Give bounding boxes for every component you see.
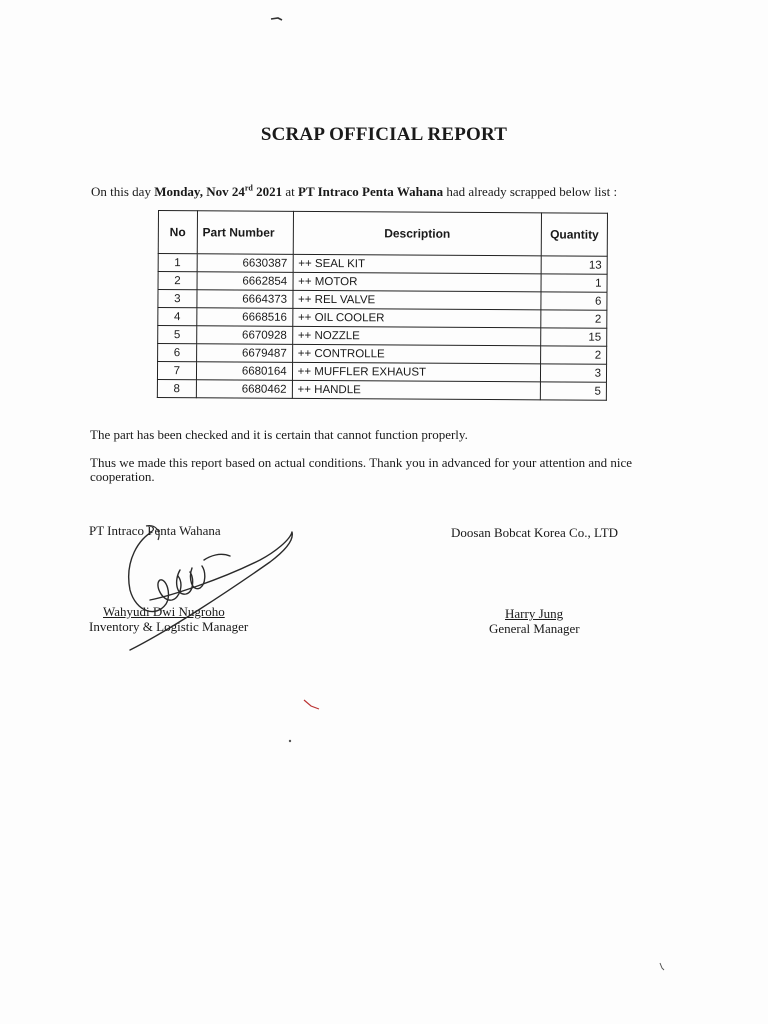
cell-quantity: 6 — [541, 292, 607, 310]
cell-part-number: 6670928 — [196, 326, 292, 345]
cell-no: 5 — [158, 326, 197, 344]
checked-statement: The part has been checked and it is certain that cannot function properly. — [90, 427, 468, 442]
cell-part-number: 6668516 — [196, 308, 292, 327]
header-quantity: Quantity — [541, 213, 607, 256]
cell-no: 3 — [158, 290, 197, 308]
cell-part-number: 6662854 — [197, 272, 293, 291]
cell-part-number: 6680164 — [196, 362, 292, 381]
cell-part-number: 6679487 — [196, 344, 292, 363]
intro-company: PT Intraco Penta Wahana — [298, 184, 444, 199]
intro-date-year: 2021 — [252, 184, 283, 199]
intro-sentence — [91, 184, 617, 200]
scan-speck — [658, 962, 666, 972]
right-signatory-name: Harry Jung — [505, 606, 564, 621]
cell-no: 8 — [157, 379, 196, 397]
thanks-statement: Thus we made this report based on actual conditions. Thank you in advanced for your attention and nice cooperation. — [90, 455, 632, 484]
cell-description: ++ SEAL KIT — [293, 254, 542, 274]
cell-part-number: 6630387 — [197, 254, 293, 273]
right-signatory-company: Doosan Bobcat Korea Co., LTD — [451, 525, 619, 540]
cell-part-number: 6664373 — [197, 290, 293, 309]
cell-quantity: 1 — [541, 274, 607, 292]
cell-no: 2 — [158, 272, 197, 290]
cell-no: 1 — [158, 254, 197, 272]
cell-quantity: 2 — [541, 346, 607, 364]
signature-stroke — [129, 532, 293, 650]
header-description: Description — [293, 211, 542, 256]
scan-speck-red — [303, 698, 321, 712]
cell-description: ++ NOZZLE — [292, 326, 541, 346]
cell-description: ++ OIL COOLER — [292, 308, 541, 328]
cell-quantity: 2 — [541, 310, 607, 328]
scan-speck — [287, 738, 293, 744]
cell-description: ++ MOTOR — [293, 272, 542, 292]
cell-quantity: 13 — [541, 256, 607, 274]
cell-no: 6 — [158, 344, 197, 362]
left-signatory-title: Inventory & Logistic Manager — [89, 619, 249, 634]
cell-description: ++ HANDLE — [292, 380, 541, 400]
cell-no: 7 — [157, 362, 196, 380]
intro-middle: at — [282, 184, 298, 199]
scan-speck — [270, 15, 284, 23]
intro-date-main: Monday, Nov 24 — [154, 184, 245, 199]
cell-quantity: 3 — [541, 364, 607, 382]
cell-quantity: 15 — [541, 328, 607, 346]
left-signatory-company: PT Intraco Penta Wahana — [89, 523, 221, 538]
intro-date-suffix: rd — [244, 183, 253, 193]
intro-prefix: On this day — [91, 184, 155, 199]
header-part-number: Part Number — [197, 211, 293, 255]
signature-loop — [146, 526, 159, 540]
cell-description: ++ REL VALVE — [293, 290, 542, 310]
scrap-parts-table — [157, 210, 608, 401]
right-signatory-title: General Manager — [489, 621, 580, 636]
table-row — [157, 379, 606, 400]
cell-part-number: 6680462 — [196, 380, 292, 399]
intro-suffix: had already scrapped below list : — [443, 184, 618, 199]
cell-description: ++ MUFFLER EXHAUST — [292, 362, 541, 382]
header-no: No — [158, 211, 197, 254]
table-header-row — [158, 211, 607, 257]
intro-date — [154, 184, 282, 199]
cell-quantity: 5 — [541, 382, 607, 400]
cell-no: 4 — [158, 308, 197, 326]
handwritten-signature — [110, 520, 310, 660]
report-title: SCRAP OFFICIAL REPORT — [260, 124, 508, 145]
cell-description: ++ CONTROLLE — [292, 344, 541, 364]
left-signatory-name: Wahyudi Dwi Nugroho — [103, 604, 225, 619]
